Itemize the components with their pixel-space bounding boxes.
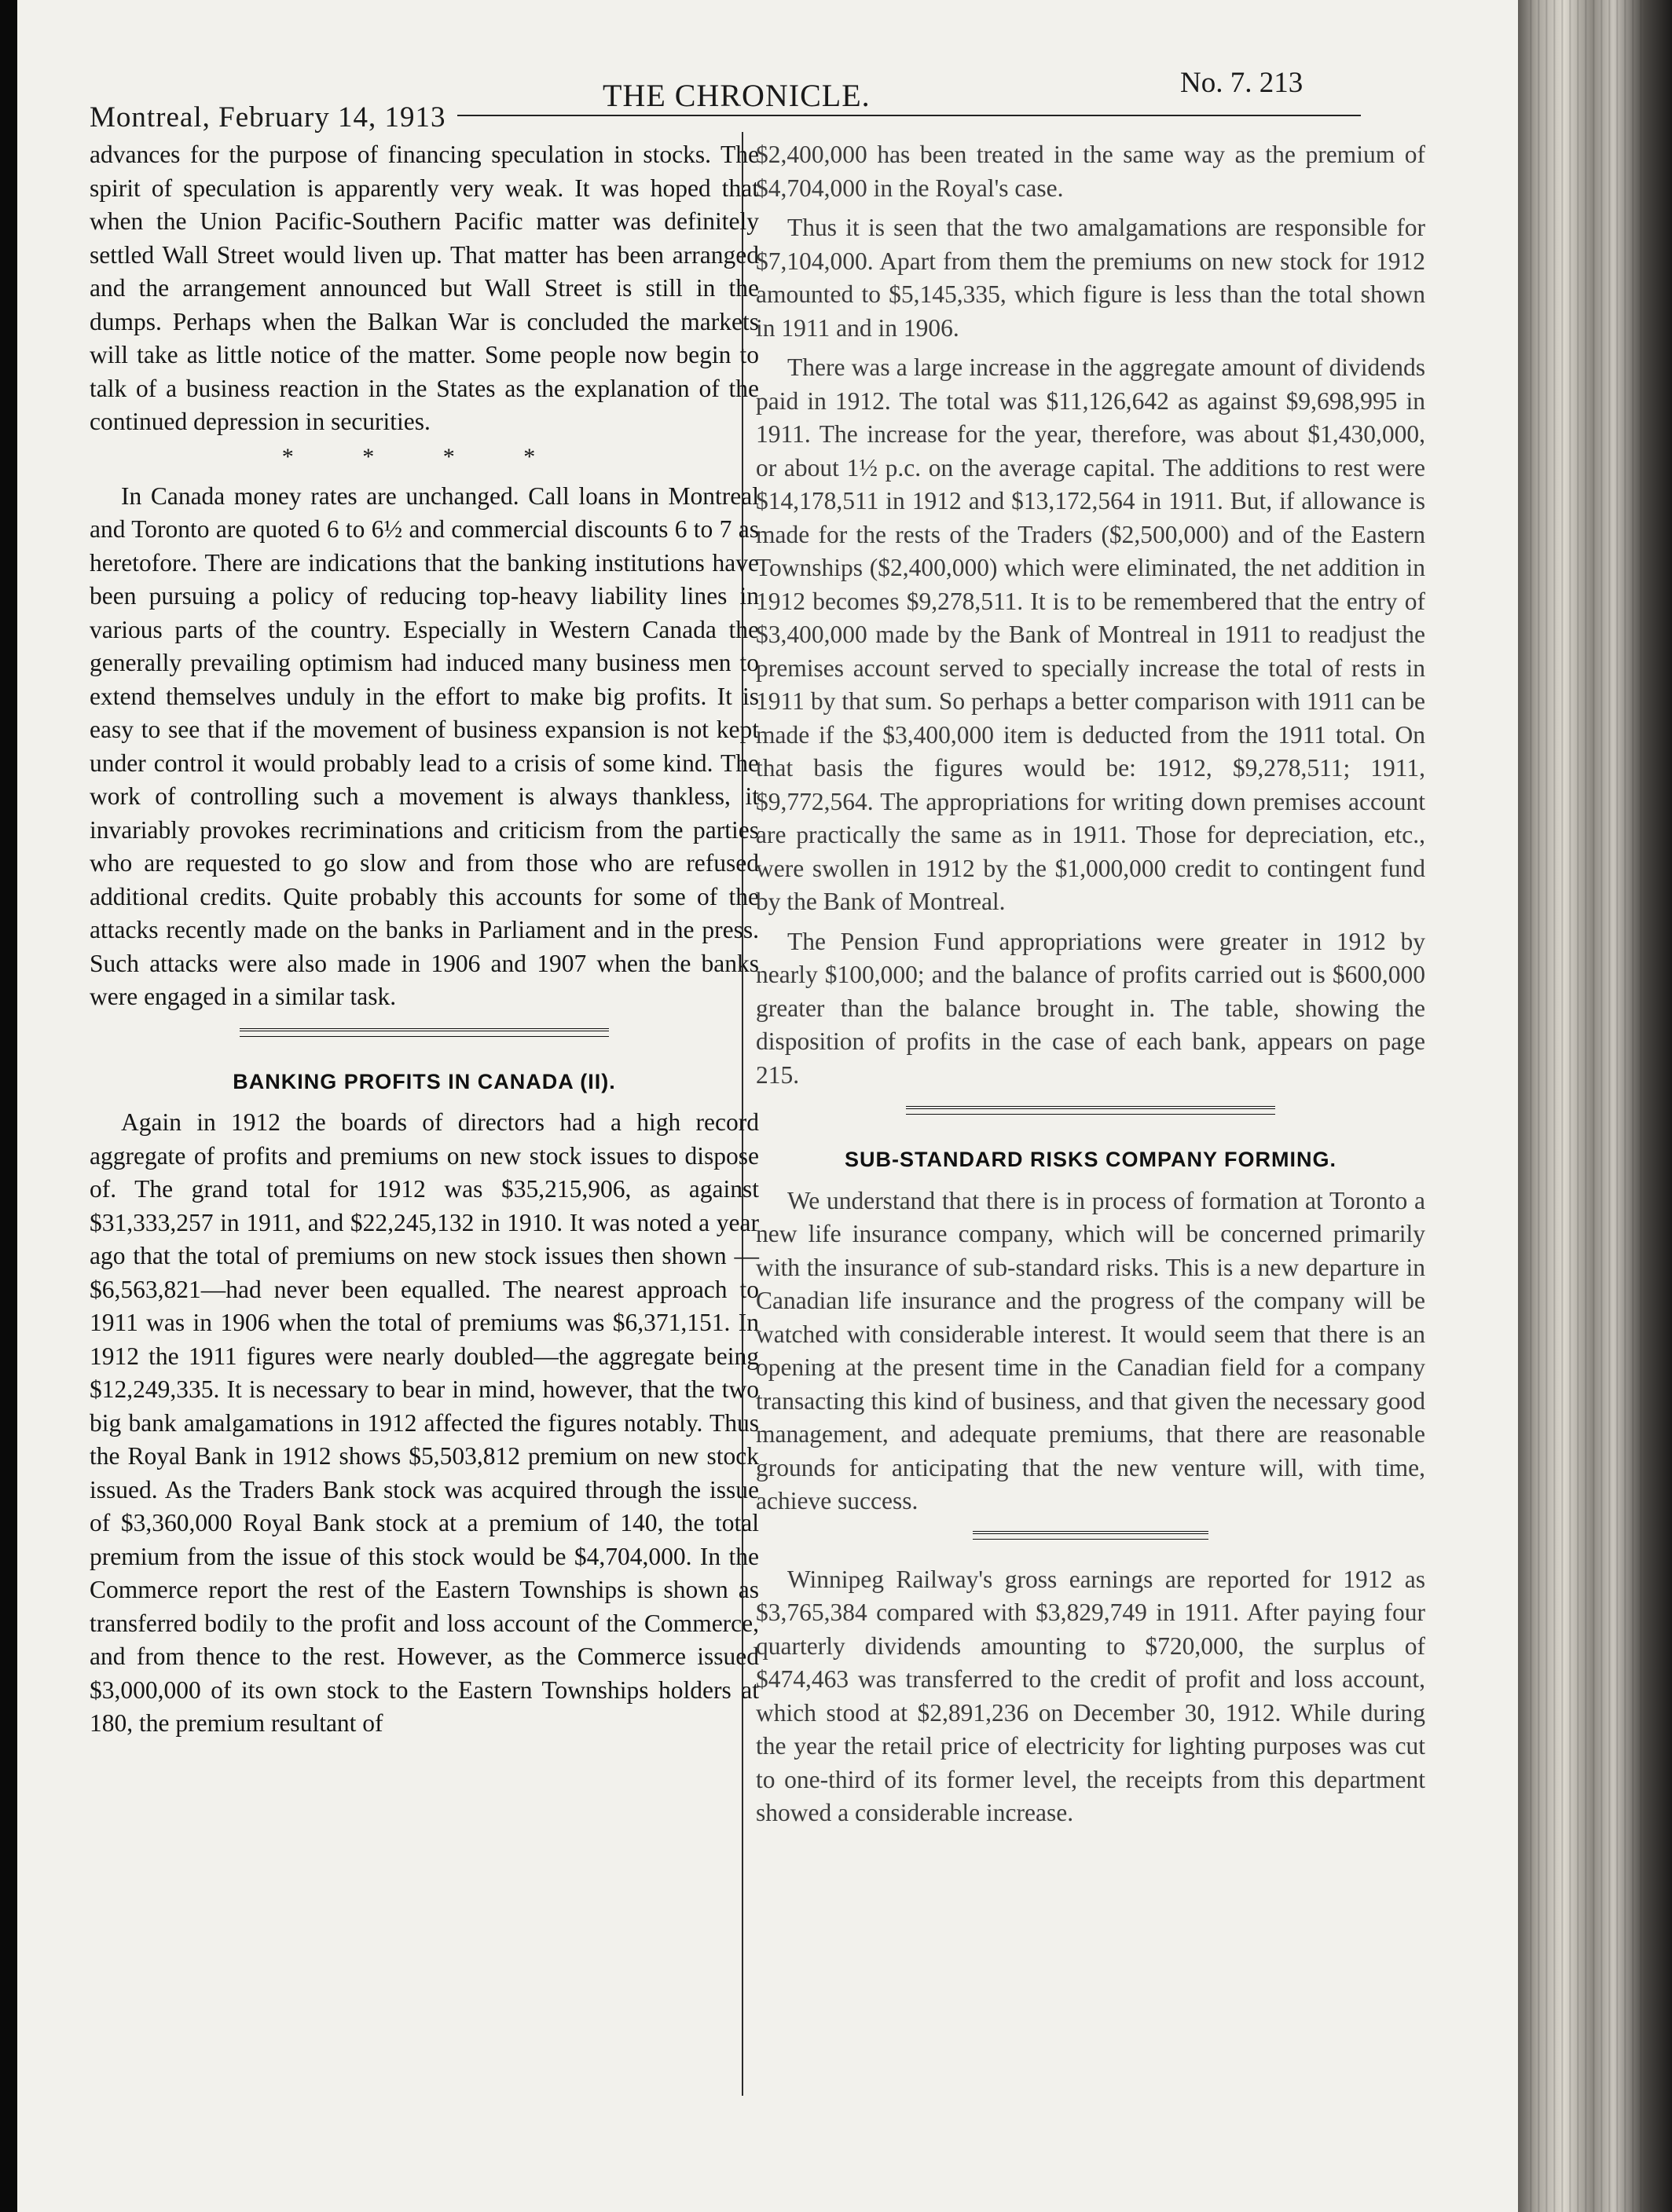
page-header [17,55,1518,134]
section-break-stars: * * * * [281,443,567,470]
right-paragraph-2: Thus it is seen that the two amalgamations are responsible for $7,104,000. Apart from them the premiums on new stock for 1912 amounted to $5,145,335, which figure is less than the total shown in 1911 and in 1906. [756,214,1425,342]
header-date: Montreal, February 14, 1913 [90,101,446,134]
left-paragraph-1: advances for the purpose of financing speculation in stocks. The spirit of speculation is apparently very weak. It was hoped that when the Union Pacific-Southern Pacific matter was definitely settled Wall Street would liven up. That matter has been arranged and the arrangement announced but Wall Street is still in the dumps. Perhaps when the Balkan War is concluded the markets will take as little notice of the matter. Some people now begin to talk of a business reaction in the States as the explanation of the continued depression in securities. [90,141,759,435]
section-rule [973,1531,1208,1540]
article-heading-banking-profits: BANKING PROFITS IN CANADA (II). [233,1069,616,1093]
right-paragraph-6: Winnipeg Railway's gross earnings are reported for 1912 as $3,765,384 compared with $3,829,749 in 1911. After paying four quarterly dividends amounting to $720,000, the surplus of $474,463 was transferred to the credit of profit and loss account, which stood at $2,891,236 on December 30, 1912. While during the year the retail price of electricity for lighting purposes was cut to one-third of its former level, the receipts from this department showed a considerable increase. [756,1565,1425,1826]
header-rule [457,115,1361,116]
right-paragraph-1: $2,400,000 has been treated in the same way as the premium of $4,704,000 in the Royal's case. [756,141,1425,202]
section-rule [906,1106,1275,1115]
newspaper-page [17,0,1518,2212]
right-paragraph-5: We understand that there is in process of formation at Toronto a new life insurance company, which will be concerned primarily with the insurance of sub-standard risks. This is a new departure in Canadian life insurance and the progress of the company will be watched with considerable interest. It would seem that there is an opening at the present time in the Canadian field for a company transacting this kind of business, and that given the necessary good management, and adequate premiums, that there are reasonable grounds for anticipating that the new venture will, with time, achieve success. [756,1186,1425,1514]
section-rule [240,1028,609,1037]
page-stack-edges [1524,0,1642,2212]
right-column [756,138,1425,1837]
left-paragraph-2: In Canada money rates are unchanged. Call loans in Montreal and Toronto are quoted 6 to 6½ and commercial discounts 6 to 7 as heretofore. There are indications that the banking institutions have been pursuing a policy of reducing top-heavy liability lines in various parts of the country. Especially in Western Canada the generally prevailing optimism had induced many business men to extend themselves unduly in the effort to make big profits. It is easy to see that if the movement of business expansion is not kept under control it would probably lead to a crisis of some kind. The work of controlling such a movement is always thankless, it invariably provokes recriminations and criticism from the parties who are requested to go slow and from those who are refused additional credits. Quite probably this accounts for some of the attacks recently made on the banks in Parliament and in the press. Such attacks were also made in 1906 and 1907 when the banks were engaged in a similar task. [90,482,759,1010]
header-issue-page: No. 7. 213 [1180,67,1304,99]
left-paragraph-3: Again in 1912 the boards of directors had a high record aggregate of profits and premiums on new stock issues to dispose of. The grand total for 1912 was $35,215,906, as against $31,333,257 in 1911, and $22,245,132 in 1910. It was noted a year ago that the total of premiums on new stock issues then shown —$6,563,821—had never been equalled. The nearest approach to 1911 was in 1906 when the total of premiums was $6,371,151. In 1912 the 1911 figures were nearly doubled—the aggregate being $12,249,335. It is necessary to bear in mind, however, that the two big bank amalgamations in 1912 affected the figures notably. Thus the Royal Bank in 1912 shows $5,503,812 premium on new stock issued. As the Traders Bank stock was acquired through the issue of $3,360,000 Royal Bank stock at a premium of 140, the total premium from the issue of this stock would be $4,704,000. In the Commerce report the rest of the Eastern Townships is shown as transferred bodily to the profit and loss account of the Commerce, and from thence to the rest. However, as the Commerce issued $3,000,000 of its own stock to the Eastern Townships holders at 180, the premium resultant of [90,1108,759,1737]
left-column [90,138,759,1747]
right-paragraph-3: There was a large increase in the aggregate amount of dividends paid in 1912. The total was $11,126,642 as against $9,698,995 in 1911. The increase for the year, therefore, was about $1,430,000, or about 1½ p.c. on the average capital. The additions to rest were $14,178,511 in 1912 and $13,172,564 in 1911. But, if allowance is made for the rests of the Traders ($2,500,000) and of the Eastern Townships ($2,400,000) which were eliminated, the net addition in 1912 becomes $9,278,511. It is to be remembered that the entry of $3,400,000 made by the Bank of Montreal in 1911 to readjust the premises account served to specially increase the total of rests in 1911 by that sum. So perhaps a better comparison with 1911 can be made if the $3,400,000 item is deducted from the 1911 total. On that basis the figures would be: 1912, $9,278,511; 1911, $9,772,564. The appropriations for writing down premises account are practically the same as in 1911. Those for depreciation, etc., were swollen in 1912 by the $1,000,000 credit to contingent fund by the Bank of Montreal. [756,353,1425,915]
right-paragraph-4: The Pension Fund appropriations were greater in 1912 by nearly $100,000; and the balance of profits carried out is $600,000 greater than the balance brought in. The table, showing the disposition of profits in the case of each bank, appears on page 215. [756,927,1425,1089]
header-title: THE CHRONICLE. [603,78,871,113]
article-heading-sub-standard-risks: SUB-STANDARD RISKS COMPANY FORMING. [844,1148,1336,1171]
